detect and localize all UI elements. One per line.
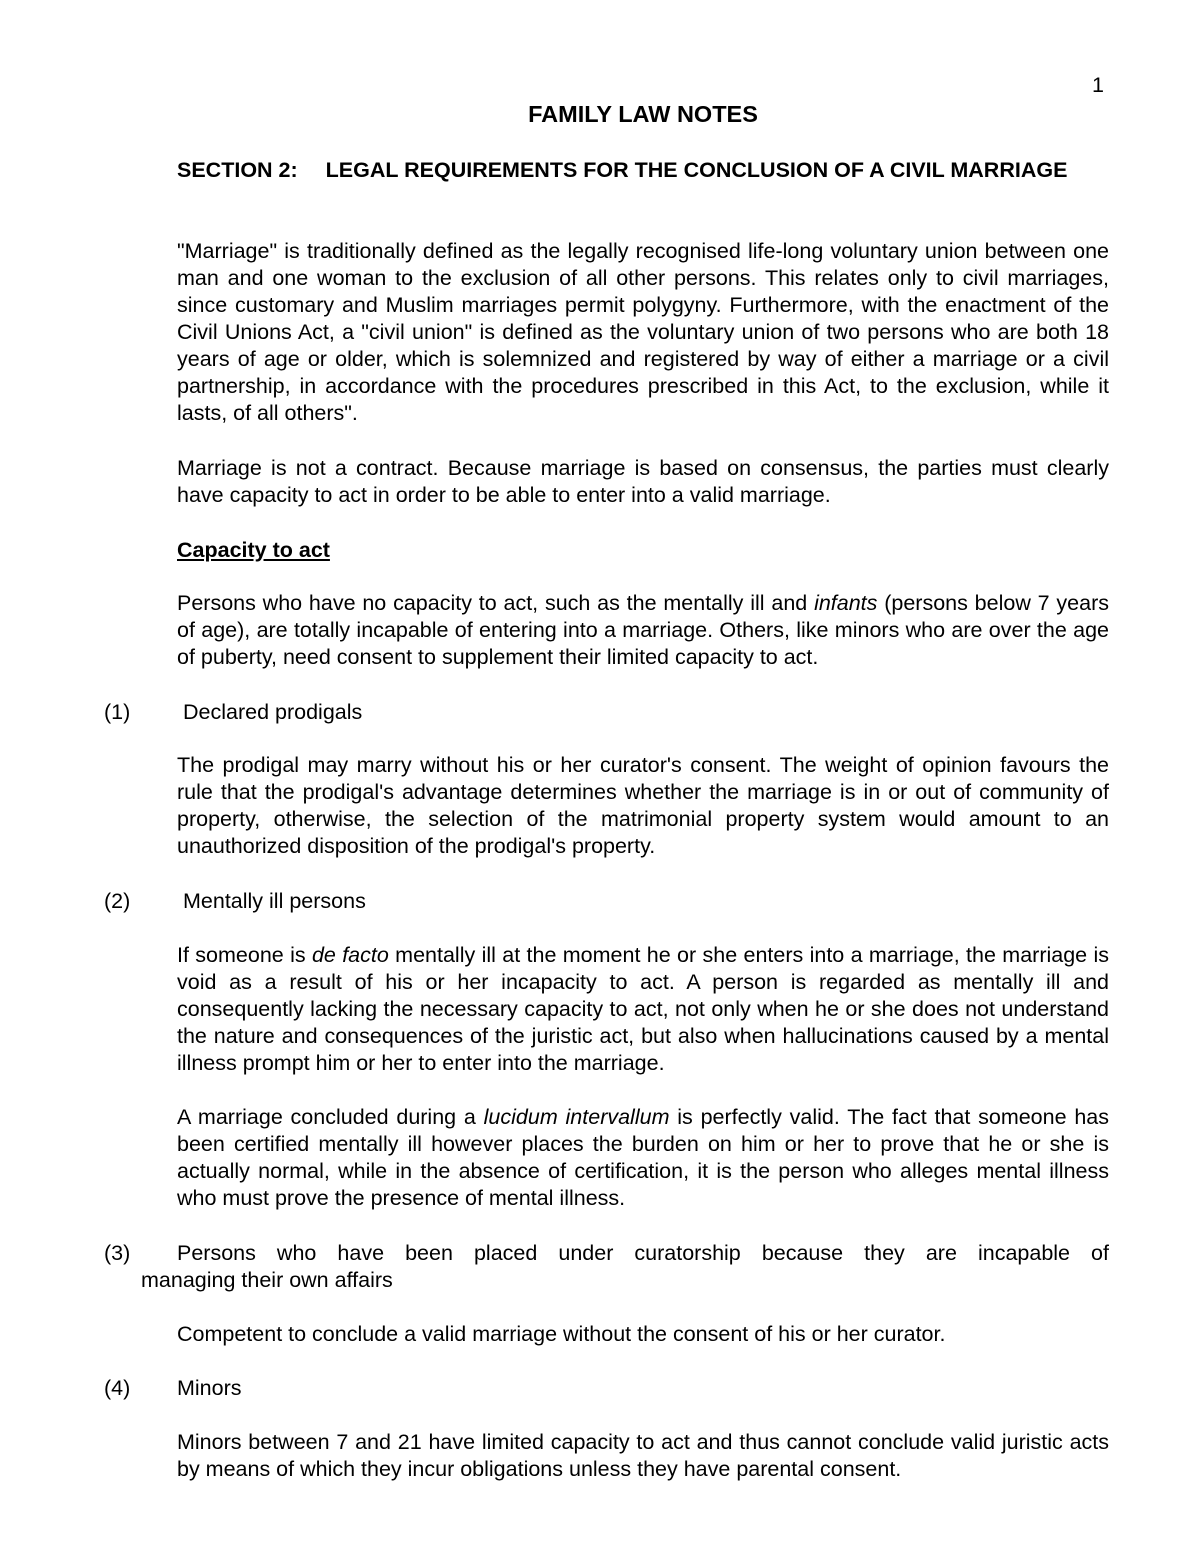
item-1-heading: Declared prodigals	[183, 700, 363, 724]
item-2-heading: Mentally ill persons	[183, 889, 366, 913]
section-heading	[177, 156, 1109, 184]
intro-paragraph-1: "Marriage" is traditionally defined as the legally recognised life-long voluntary union between one man and one woman to the exclusion of all other persons. This relates only to civil marriages, since customary and Muslim marriages permit polygyny. Furthermore, with the enactment of the Civil Unions Act, a "civil union" is defined as the voluntary union of two persons who are both 18 years of age or older, which is solemnized and registered by way of either a marriage or a civil partnership, in accordance with the procedures prescribed in this Act, to the exclusion, while it lasts, of all others".	[177, 239, 1109, 425]
intro-paragraph-2: Marriage is not a contract. Because marriage is based on consensus, the parties must clearly have capacity to act in order to be able to enter into a valid marriage.	[177, 456, 1109, 507]
item-2-paragraph-1	[177, 942, 1109, 1077]
capacity-text-italic: infants	[814, 591, 878, 615]
item-3-heading-line-1: Persons who have been placed under curatorship because they are incapable of	[177, 1241, 1109, 1265]
item-2-p2-text-b: is perfectly valid. The fact that someone has been certified mentally ill however places the burden on him or her to prove that he or she is actually normal, while in the absence of certification, it is the person who alleges mental illness who must prove the presence of mental illness.	[177, 1105, 1110, 1210]
item-2-p1-italic: de facto	[311, 943, 389, 967]
document-title: FAMILY LAW NOTES	[528, 101, 758, 127]
capacity-text-a: Persons who have no capacity to act, such as the mentally ill and	[177, 591, 815, 615]
item-2-p1-text-b: mentally ill at the moment he or she enters into a marriage, the marriage is void as a result of his or her incapacity to act. A person is regarded as mentally ill and consequently lacking the necessary capacity to act, not only when he or she does not understand the nature and consequences of the juristic act, but also when hallucinations caused by a mental illness prompt him or her to enter into the marriage.	[177, 943, 1109, 1075]
capacity-paragraph	[177, 590, 1109, 671]
item-3-paragraph: Competent to conclude a valid marriage without the consent of his or her curator.	[177, 1322, 946, 1346]
section-label: SECTION 2:	[177, 158, 298, 182]
capacity-text-b: (persons below 7 years of age), are totally incapable of entering into a marriage. Others, like minors who are over the age of puberty, need consent to supplement their limited capacity to act.	[177, 591, 1110, 669]
item-2-p1-text-a: If someone is	[177, 943, 312, 967]
item-4-number: (4)	[104, 1376, 131, 1400]
item-3-number: (3)	[104, 1241, 131, 1265]
item-1-paragraph: The prodigal may marry without his or her curator's consent. The weight of opinion favours the rule that the prodigal's advantage determines whether the marriage is in or out of community of property, otherwise, the selection of the matrimonial property system would amount to an unauthorized disposition of the prodigal's property.	[177, 753, 1109, 858]
item-2-number: (2)	[104, 889, 131, 913]
item-4-heading: Minors	[177, 1376, 242, 1400]
item-2-p2-italic: lucidum intervallum	[483, 1105, 670, 1129]
item-3-heading-line-2: managing their own affairs	[141, 1268, 393, 1292]
page-number: 1	[1092, 73, 1104, 97]
section-title: LEGAL REQUIREMENTS FOR THE CONCLUSION OF A CIVIL MARRIAGE	[325, 158, 1068, 182]
item-2-p2-text-a: A marriage concluded during a	[177, 1105, 484, 1129]
item-2-paragraph-2	[177, 1104, 1109, 1212]
capacity-heading: Capacity to act	[177, 538, 330, 562]
item-4-paragraph: Minors between 7 and 21 have limited capacity to act and thus cannot conclude valid juristic acts by means of which they incur obligations unless they have parental consent.	[177, 1430, 1109, 1481]
item-1-number: (1)	[104, 700, 131, 724]
